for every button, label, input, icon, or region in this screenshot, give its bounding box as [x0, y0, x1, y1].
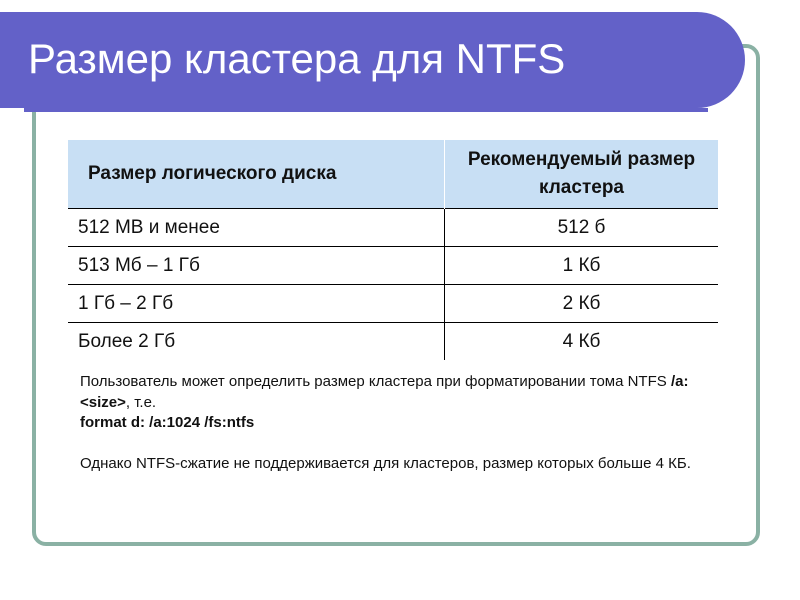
cell-cluster-size: 512 б: [445, 209, 719, 247]
header-disk-size: Размер логического диска: [68, 140, 445, 209]
cell-disk-size: 513 Мб – 1 Гб: [68, 247, 445, 285]
note-cluster-format: [80, 372, 720, 434]
table-row: [68, 285, 718, 323]
table-row: [68, 209, 718, 247]
header-cluster-size: Рекомендуемый размер кластера: [445, 140, 719, 209]
cell-disk-size: Более 2 Гб: [68, 323, 445, 361]
note-text: , т.е.: [125, 393, 157, 411]
cell-disk-size: 1 Гб – 2 Гб: [68, 285, 445, 323]
note-text: Пользователь может определить размер кластера при форматировании тома NTFS: [80, 373, 671, 390]
cell-cluster-size: 2 Кб: [445, 285, 719, 323]
title-underline: [24, 108, 708, 112]
notes-block: [80, 372, 720, 474]
note-format-command: format d: /a:1024 /fs:ntfs: [80, 414, 255, 432]
table-row: [68, 247, 718, 285]
cell-cluster-size: 1 Кб: [445, 247, 719, 285]
table-row: [68, 323, 718, 361]
note-size-switch: /a:<size>: [80, 373, 689, 411]
table-header-row: [68, 140, 718, 209]
cell-cluster-size: 4 Кб: [445, 323, 719, 361]
page-title: Размер кластера для NTFS: [28, 35, 566, 82]
note-compression: Однако NTFS-сжатие не поддерживается для кластеров, размер которых больше 4 КБ.: [80, 454, 691, 472]
cell-disk-size: 512 MB и менее: [68, 209, 445, 247]
cluster-size-table: [68, 140, 718, 360]
